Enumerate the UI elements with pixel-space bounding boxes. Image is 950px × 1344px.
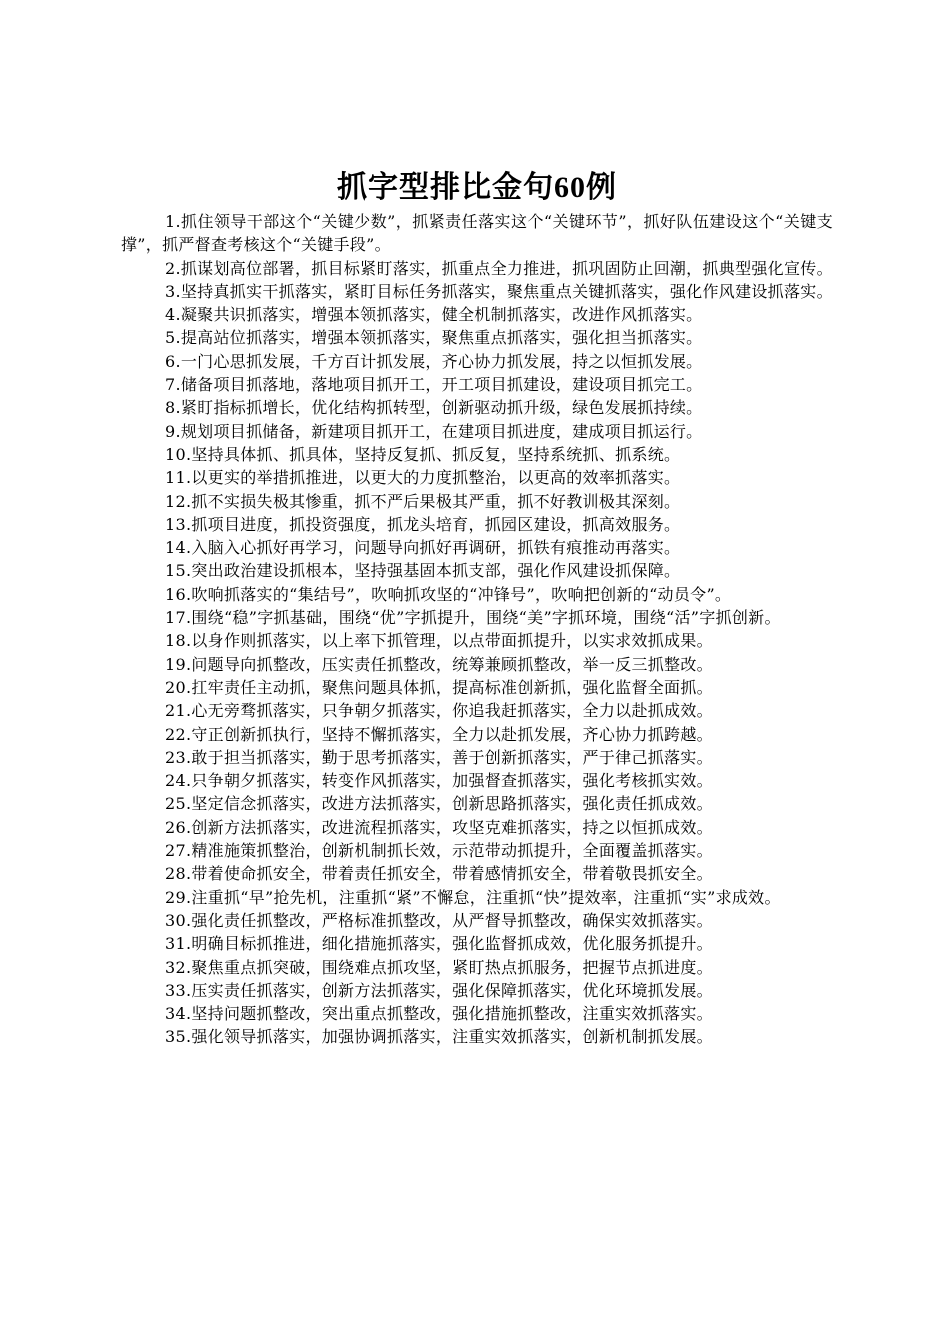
document-title: [121, 168, 833, 210]
list-item: 2.抓谋划高位部署，抓目标紧盯落实，抓重点全力推进，抓巩固防止回潮，抓典型强化宣传。: [165, 258, 833, 278]
list-item: 17.围绕“稳”字抓基础，围绕“优”字抓提升，围绕“美”字抓环境，围绕“活”字抓创新。: [165, 608, 781, 628]
list-item: 1.抓住领导干部这个“关键少数”，抓紧责任落实这个“关键环节”，抓好队伍建设这个“关键支撑”，抓严督查考核这个“关键手段”。: [121, 212, 833, 255]
list-item: 13.抓项目进度，抓投资强度，抓龙头培育，抓园区建设，抓高效服务。: [165, 514, 681, 534]
list-item: 21.心无旁骛抓落实，只争朝夕抓落实，你追我赶抓落实，全力以赴抓成效。: [165, 701, 713, 721]
list-item: 10.坚持具体抓、抓具体，坚持反复抓、抓反复，坚持系统抓、抓系统。: [165, 444, 681, 464]
list-item: 12.抓不实损失极其惨重，抓不严后果极其严重，抓不好教训极其深刻。: [165, 491, 681, 511]
list-item: 34.坚持问题抓整改，突出重点抓整改，强化措施抓整改，注重实效抓落实。: [165, 1004, 713, 1024]
list-item: 35.强化领导抓落实，加强协调抓落实，注重实效抓落实，创新机制抓发展。: [165, 1027, 713, 1047]
list-item: 25.坚定信念抓落实，改进方法抓落实，创新思路抓落实，强化责任抓成效。: [165, 794, 713, 814]
list-item: 20.扛牢责任主动抓，聚焦问题具体抓，提高标准创新抓，强化监督全面抓。: [165, 677, 713, 697]
list-item: 15.突出政治建设抓根本，坚持强基固本抓支部，强化作风建设抓保障。: [165, 561, 681, 581]
list-item: 29.注重抓“早”抢先机，注重抓“紧”不懈怠，注重抓“快”提效率，注重抓“实”求成效。: [165, 887, 781, 907]
list-item: 18.以身作则抓落实，以上率下抓管理，以点带面抓提升，以实求效抓成果。: [165, 631, 713, 651]
list-item: 32.聚焦重点抓突破，围绕难点抓攻坚，紧盯热点抓服务，把握节点抓进度。: [165, 957, 713, 977]
list-item: 31.明确目标抓推进，细化措施抓落实，强化监督抓成效，优化服务抓提升。: [165, 934, 713, 954]
list-item: 3.坚持真抓实干抓落实，紧盯目标任务抓落实，聚焦重点关键抓落实，强化作风建设抓落实。: [165, 281, 833, 301]
list-item: 8.紧盯指标抓增长，优化结构抓转型，创新驱动抓升级，绿色发展抓持续。: [165, 398, 703, 418]
list-item: 14.入脑入心抓好再学习，问题导向抓好再调研，抓铁有痕推动再落实。: [165, 538, 681, 558]
title-suffix: 例: [586, 170, 617, 205]
list-item: 22.守正创新抓执行，坚持不懈抓落实，全力以赴抓发展，齐心协力抓跨越。: [165, 724, 713, 744]
list-item: 5.提高站位抓落实，增强本领抓落实，聚焦重点抓落实，强化担当抓落实。: [165, 328, 703, 348]
title-number: 60: [554, 171, 586, 204]
list-item: 11.以更实的举措抓推进，以更大的力度抓整治，以更高的效率抓落实。: [165, 468, 681, 488]
list-item: 23.敢于担当抓落实，勤于思考抓落实，善于创新抓落实，严于律己抓落实。: [165, 747, 713, 767]
title-prefix: 抓字型排比金句: [337, 170, 554, 205]
list-item: 4.凝聚共识抓落实，增强本领抓落实，健全机制抓落实，改进作风抓落实。: [165, 305, 703, 325]
list-item: 27.精准施策抓整治，创新机制抓长效，示范带动抓提升，全面覆盖抓落实。: [165, 841, 713, 861]
list-item: 7.储备项目抓落地，落地项目抓开工，开工项目抓建设，建设项目抓完工。: [165, 375, 703, 395]
list-item: 6.一门心思抓发展，千方百计抓发展，齐心协力抓发展，持之以恒抓发展。: [165, 351, 703, 371]
list-item: 30.强化责任抓整改，严格标准抓整改，从严督导抓整改，确保实效抓落实。: [165, 910, 713, 930]
list-item: 28.带着使命抓安全，带着责任抓安全，带着感情抓安全，带着敬畏抓安全。: [165, 864, 713, 884]
document-page: [121, 168, 833, 1049]
list-item: 24.只争朝夕抓落实，转变作风抓落实，加强督查抓落实，强化考核抓实效。: [165, 771, 713, 791]
list-item: 9.规划项目抓储备，新建项目抓开工，在建项目抓进度，建成项目抓运行。: [165, 421, 703, 441]
list-item: 19.问题导向抓整改，压实责任抓整改，统筹兼顾抓整改，举一反三抓整改。: [165, 654, 713, 674]
sentence-list: [121, 210, 833, 1049]
list-item: 26.创新方法抓落实，改进流程抓落实，攻坚克难抓落实，持之以恒抓成效。: [165, 817, 713, 837]
list-item: 33.压实责任抓落实，创新方法抓落实，强化保障抓落实，优化环境抓发展。: [165, 980, 713, 1000]
list-item: 16.吹响抓落实的“集结号”，吹响抓攻坚的“冲锋号”，吹响把创新的“动员令”。: [165, 584, 732, 604]
